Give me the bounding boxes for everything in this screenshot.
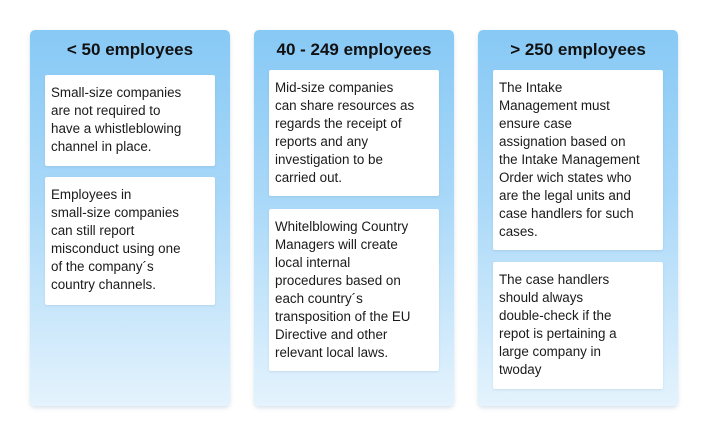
column-title: < 50 employees [66, 40, 194, 59]
column-title: > 250 employees [510, 40, 646, 59]
info-card [269, 70, 439, 196]
column-large-companies [478, 30, 678, 406]
info-card [269, 209, 439, 371]
column-mid-companies [254, 30, 454, 406]
card-text: Whitelblowing Country Managers will create local internal procedures based on each country´s transposition of the EU Directive and other relevant local laws. [275, 219, 411, 360]
info-card [493, 262, 663, 389]
info-card [45, 75, 215, 166]
card-text: Mid-size companies can share resources as regards the receipt of reports and any investigation to be carried out. [275, 80, 415, 185]
info-card [45, 177, 215, 305]
card-text: Employees in small-size companies can still report misconduct using one of the company´s country channels. [51, 187, 181, 292]
column-small-companies [30, 30, 230, 406]
card-text: The Intake Management must ensure case assignation based on the Intake Management Order wich states who are the legal units and case handlers for such cases. [499, 80, 640, 239]
column-title: 40 - 249 employees [276, 40, 432, 59]
card-text: Small-size companies are not required to have a whistleblowing channel in place. [51, 85, 182, 154]
card-text: The case handlers should always double-check if the repot is pertaining a large company in twoday [499, 272, 617, 377]
info-card [493, 70, 663, 250]
